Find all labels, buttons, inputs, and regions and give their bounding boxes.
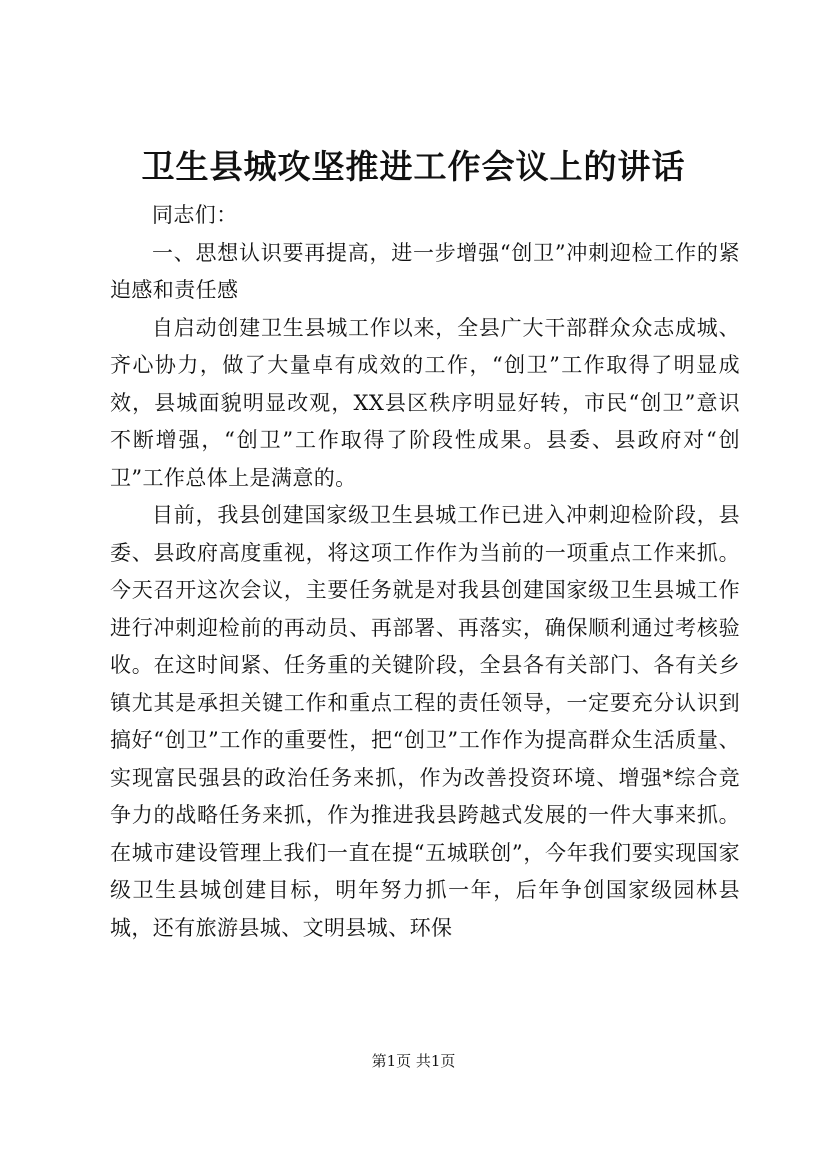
body-paragraph: 自启动创建卫生县城工作以来，全县广大干部群众众志成城、齐心协力，做了大量卓有成效的工作，“创卫”工作取得了明显成效，县城面貌明显改观，XX县区秩序明显好转，市民“创卫”意识不断增强，“创卫”工作取得了阶段性成果。县委、县政府对“创卫”工作总体上是满意的。 bbox=[110, 315, 740, 490]
document-title: 卫生县城攻坚推进工作会议上的讲话 bbox=[141, 147, 686, 186]
page-number-footer: 第1页 共1页 bbox=[371, 1052, 456, 1070]
salutation-paragraph: 同志们： bbox=[152, 203, 238, 227]
document-body bbox=[110, 197, 740, 947]
body-paragraph: 目前，我县创建国家级卫生县城工作已进入冲刺迎检阶段，县委、县政府高度重视，将这项工作作为当前的一项重点工作来抓。今天召开这次会议，主要任务就是对我县创建国家级卫生县城工作进行冲刺迎检前的再动员、再部署、再落实，确保顺利通过考核验收。在这时间紧、任务重的关键阶段，全县各有关部门、各有关乡镇尤其是承担关键工作和重点工程的责任领导，一定要充分认识到搞好“创卫”工作的重要性，把“创卫”工作作为提高群众生活质量、实现富民强县的政治任务来抓，作为改善投资环境、增强*综合竞争力的战略任务来抓，作为推进我县跨越式发展的一件大事来抓。在城市建设管理上我们一直在提“五城联创”，今年我们要实现国家级卫生县城创建目标，明年努力抓一年，后年争创国家级园林县城，还有旅游县城、文明县城、环保 bbox=[110, 503, 740, 940]
section-heading-paragraph: 一、思想认识要再提高，进一步增强“创卫”冲刺迎检工作的紧迫感和责任感 bbox=[110, 240, 740, 302]
